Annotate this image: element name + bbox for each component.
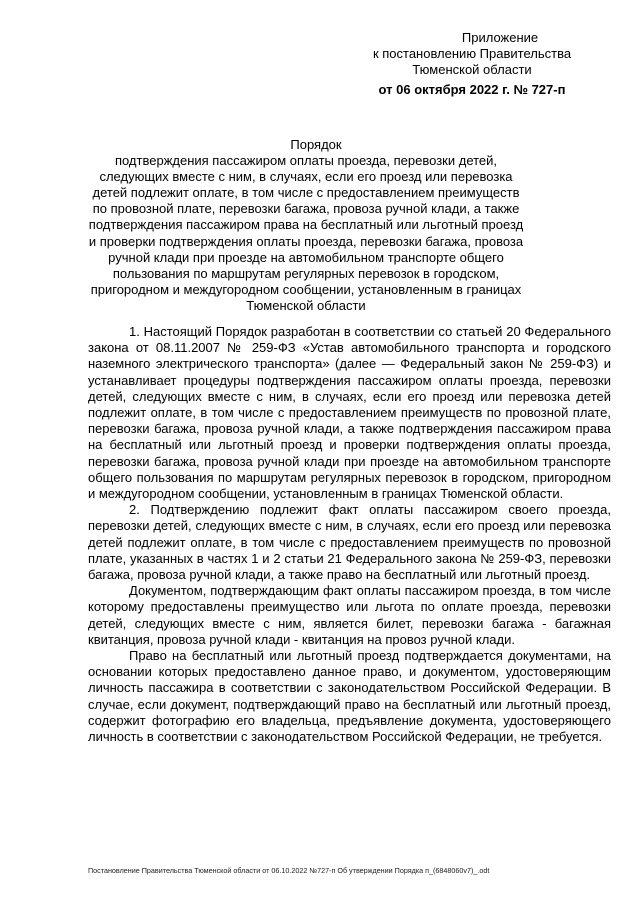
paragraph-1: 1. Настоящий Порядок разработан в соответствии со статьей 20 Федерального закона от 08.11.2007 № 259-ФЗ «Устав автомобильного транспорта и городского наземного электрического транспорта» (далее — Федеральный закон № 259-ФЗ) и устанавливает процедуры подтверждения пассажиром оплаты проезда, перевозки детей, следующих вместе с ним, в случаях, если его проезд или перевозка детей подлежит оплате, в том числе с предоставлением преимуществ по провозной плате, перевозки багажа, провоза ручной клади, а также подтверждения пассажиром права на бесплатный или льготный проезд и проверки подтверждения оплаты проезда, перевозки багажа, провоза ручной клади при проезде на автомобильном транспорте общего пользования по маршрутам регулярных перевозок в городском, пригородном и междугородном сообщении, установленным в границах Тюменской области. [88, 324, 611, 502]
paragraph-4: Право на бесплатный или льготный проезд подтверждается документами, на основании которых предоставлено данное право, и документом, удостоверяющим личность пассажира в соответствии с законодательством Российской Федерации. В случае, если документ, подтверждающий право на бесплатный или льготный проезд, содержит фотографию его владельца, предъявление документа, удостоверяющего личность в соответствии с законодательством Российской Федерации, не требуется. [88, 648, 611, 745]
document-title [88, 137, 524, 314]
paragraph-3: Документом, подтверждающим факт оплаты пассажиром проезда, в том числе которому предоставлены преимущество или льгота по оплате проезда, перевозки детей, следующих вместе с ним, является билет, перевозки багажа - багажная квитанция, провоза ручной клади - квитанция на провоз ручной клади. [88, 583, 611, 647]
annex-resolution: к постановлению Правительства Тюменской области [372, 46, 572, 77]
annex-label: Приложение [461, 30, 539, 45]
annex-header [352, 30, 592, 98]
page-footer: Постановление Правительства Тюменской области от 06.10.2022 №727-п Об утверждении Порядка п_(6848060v7)_.odt [88, 866, 490, 875]
paragraph-2: 2. Подтверждению подлежит факт оплаты пассажиром своего проезда, перевозки детей, следующих вместе с ним, в случаях, если его проезд или перевозка детей подлежит оплате, в том числе с предоставлением преимуществ по провозной плате, указанных в частях 1 и 2 статьи 21 Федерального закона № 259-ФЗ, перевозки багажа, провоза ручной клади, а также право на бесплатный или льготный проезд. [88, 502, 611, 583]
document-body [88, 324, 611, 745]
title-text: подтверждения пассажиром оплаты проезда, перевозки детей, следующих вместе с ним, в случаях, если его проезд или перевозка детей подлежит оплате, в том числе с предоставлением преимуществ по провозной плате, перевозки багажа, провоза ручной клади, а также подтверждения пассажиром права на бесплатный или льготный проезд и проверки подтверждения оплаты проезда, перевозки багажа, провоза ручной клади при проезде на автомобильном транспорте общего пользования по маршрутам регулярных перевозок в городском, пригородном и междугородном сообщении, установленным в границах Тюменской области [88, 153, 524, 313]
title-heading: Порядок [290, 137, 342, 152]
annex-date-number: от 06 октября 2022 г. № 727-п [378, 82, 566, 97]
